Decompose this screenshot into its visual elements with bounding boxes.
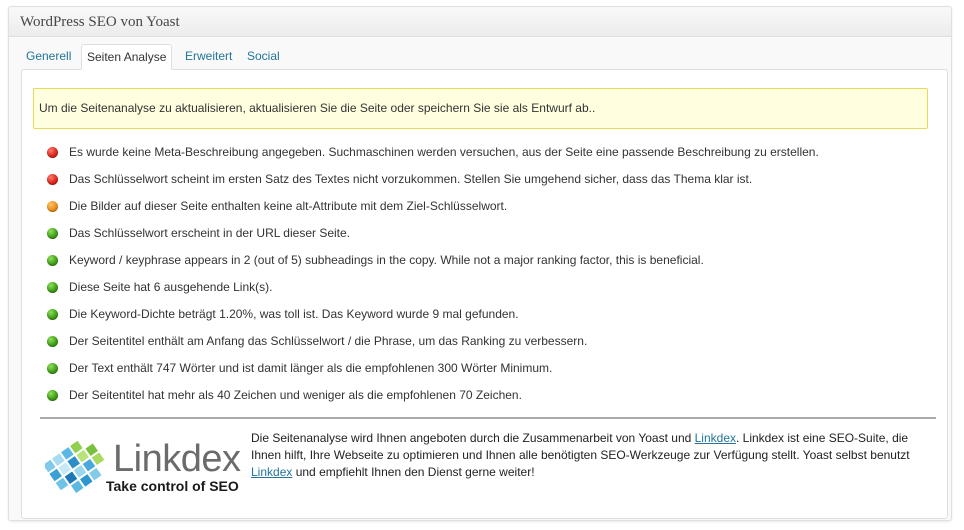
- result-item: [42, 328, 932, 355]
- update-notice: Um die Seitenanalyse zu aktualisieren, aktualisieren Sie die Seite oder speichern Sie sie als Entwurf ab..: [33, 88, 928, 129]
- result-item: [42, 193, 932, 220]
- result-text: Das Schlüsselwort erscheint in der URL dieser Seite.: [69, 226, 351, 240]
- result-text: Es wurde keine Meta-Beschreibung angegeben. Suchmaschinen werden versuchen, aus der Seite eine passende Beschreibung zu erstellen.: [69, 145, 819, 159]
- result-item: [42, 274, 932, 301]
- result-item: [42, 166, 932, 193]
- linkdex-link[interactable]: Linkdex: [694, 431, 736, 445]
- result-text: Die Bilder auf dieser Seite enthalten keine alt-Attribute mit dem Ziel-Schlüsselwort.: [69, 199, 508, 213]
- tab-social[interactable]: Social: [247, 49, 280, 63]
- result-text: Das Schlüsselwort scheint im ersten Satz des Textes nicht vorzukommen. Stellen Sie umgehend sicher, dass das Thema klar ist.: [69, 172, 753, 186]
- green-status-dot-icon: [47, 255, 58, 266]
- orange-status-dot-icon: [47, 201, 58, 212]
- linkdex-logo-tagline: Take control of SEO: [106, 478, 239, 494]
- linkdex-partner-text: [251, 430, 921, 481]
- green-status-dot-icon: [47, 282, 58, 293]
- result-item: [42, 247, 932, 274]
- result-item: [42, 301, 932, 328]
- result-item: [42, 139, 932, 166]
- analysis-panel: [21, 69, 948, 519]
- partner-text-part: Die Seitenanalyse wird Ihnen angeboten durch die Zusammenarbeit von Yoast und: [251, 431, 695, 445]
- section-divider: [40, 417, 936, 419]
- linkdex-link[interactable]: Linkdex: [251, 465, 293, 479]
- linkdex-logo-word: Linkdex: [113, 438, 241, 480]
- result-text: Der Text enthält 747 Wörter und ist damit länger als die empfohlenen 300 Wörter Minimum.: [69, 361, 553, 375]
- result-item: [42, 355, 932, 382]
- result-text: Der Seitentitel hat mehr als 40 Zeichen und weniger als die empfohlenen 70 Zeichen.: [69, 388, 522, 402]
- linkdex-logo[interactable]: [45, 434, 245, 500]
- yoast-seo-metabox: [8, 6, 952, 521]
- result-text: Die Keyword-Dichte beträgt 1.20%, was toll ist. Das Keyword wurde 9 mal gefunden.: [69, 307, 519, 321]
- green-status-dot-icon: [47, 363, 58, 374]
- red-status-dot-icon: [47, 174, 58, 185]
- green-status-dot-icon: [47, 309, 58, 320]
- partner-text-part: . Linkdex ist eine SEO-Suite, die Ihnen hilft, Ihre Webseite zu optimieren und Ihnen alle benötigten SEO-Werkzeuge zur Verfügung stellt. Yoast selbst benutzt: [251, 431, 910, 462]
- tab-generell[interactable]: Generell: [26, 49, 72, 63]
- result-text: Diese Seite hat 6 ausgehende Link(s).: [69, 280, 273, 294]
- result-text: Der Seitentitel enthält am Anfang das Schlüsselwort / die Phrase, um das Ranking zu verbessern.: [69, 334, 588, 348]
- red-status-dot-icon: [47, 147, 58, 158]
- tab-seiten-analyse[interactable]: Seiten Analyse: [81, 44, 172, 70]
- green-status-dot-icon: [47, 228, 58, 239]
- result-text: Keyword / keyphrase appears in 2 (out of 5) subheadings in the copy. While not a major ranking factor, this is beneficial.: [69, 253, 704, 267]
- metabox-title: WordPress SEO von Yoast: [20, 14, 180, 30]
- result-item: [42, 220, 932, 247]
- green-status-dot-icon: [47, 336, 58, 347]
- linkdex-mosaic-icon: [45, 436, 109, 500]
- green-status-dot-icon: [47, 390, 58, 401]
- partner-text-part: und empfiehlt Ihnen den Dienst gerne weiter!: [292, 465, 535, 479]
- result-item: [42, 382, 932, 409]
- tab-erweitert[interactable]: Erweitert: [185, 49, 233, 63]
- metabox-header[interactable]: [9, 7, 951, 37]
- analysis-results-list: [42, 139, 932, 409]
